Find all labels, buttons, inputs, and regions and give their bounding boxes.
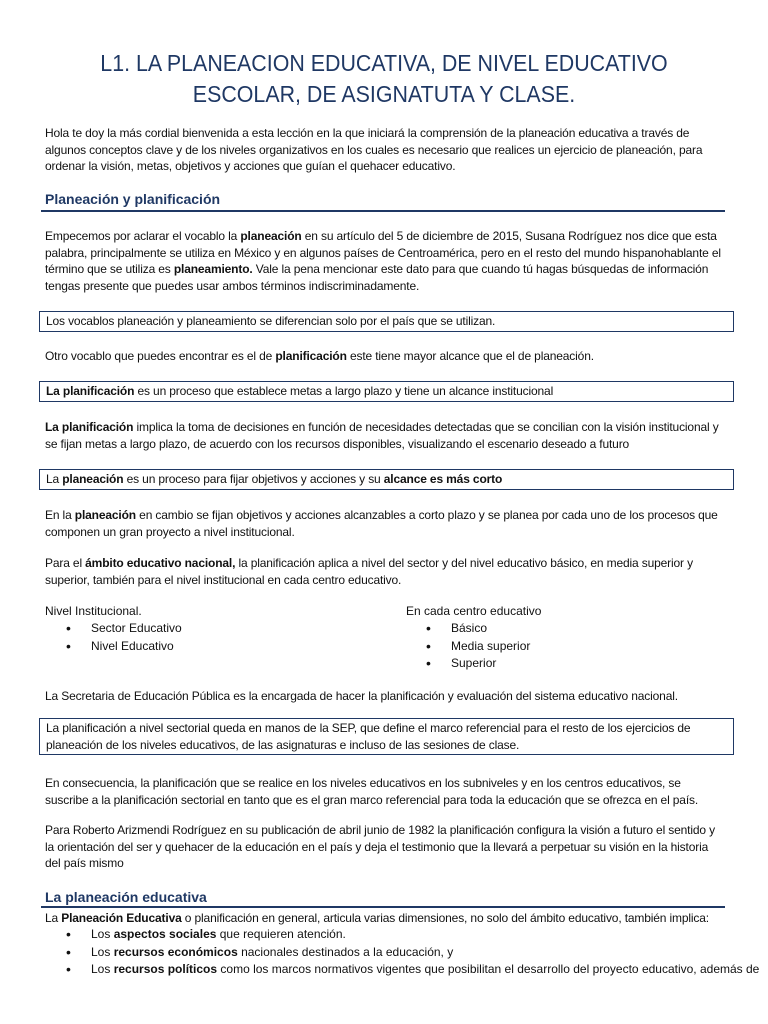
paragraph-planeacion-educativa: La Planeación Educativa o planificación en general, articula varias dimensiones, no solo del ámbito educativo, también implica: [45,911,709,925]
list-dimensiones [66,926,760,979]
list-centro-educativo [426,620,726,673]
paragraph-ambito-nacional: Para el ámbito educativo nacional, la planificación aplica a nivel del sector y del nivel educativo básico, en media superior y superior, también para el nivel institucional en cada centro educativo. [45,556,693,587]
list-item: • Superior [426,655,726,673]
paragraph-sep: La Secretaria de Educación Pública es la encargada de hacer la planificación y evaluación del sistema educativo nacional. [45,689,678,703]
column-title-institucional: Nivel Institucional. [45,604,142,618]
list-item: • Sector Educativo [66,620,366,638]
section-heading-planeacion-educativa: La planeación educativa [45,889,207,905]
title-line-2: ESCOLAR, DE ASIGNATUTA Y CLASE. [192,81,576,107]
column-title-centro-educativo: En cada centro educativo [406,604,542,618]
callout-box-sep: La planificación a nivel sectorial queda en manos de la SEP, que define el marco referencial para el resto de los ejercicios de planeación de los niveles educativos, de las asignaturas e incluso de las sesiones de clase. [39,718,734,755]
title-line-1: L1. LA PLANEACION EDUCATIVA, DE NIVEL EDUCATIVO [100,50,668,76]
paragraph-planificacion: La planificación implica la toma de decisiones en función de necesidades detectadas que se concilian con la visión institucional y se fijan metas a largo plazo, de acuerdo con los recursos disponibles, visualizando el escenario deseado a futuro [45,420,719,451]
list-item: • Los recursos económicos nacionales destinados a la educación, y [66,944,746,962]
paragraph-vocablo: Empecemos por aclarar el vocablo la planeación en su artículo del 5 de diciembre de 2015, Susana Rodríguez nos dice que esta palabra, principalmente se utiliza en México y en algunos países de Centroamérica, pero en el resto del mundo hispanohablante el término que se utiliza es planeamiento. Vale la pena mencionar este dato para que cuando tú hagas búsquedas de información tengas presente que puedes usar ambos términos indiscriminadamente. [45,229,721,293]
document-title [55,48,713,110]
list-institucional [66,620,366,655]
paragraph-arizmendi: Para Roberto Arizmendi Rodríguez en su publicación de abril junio de 1982 la planificación configura la visión a futuro el sentido y la orientación del ser y quehacer de la educación en el país y deja el testimonio que la llevará a perpetuar su visión en la historia del país mismo [45,823,715,870]
callout-box-planificacion: La planificación es un proceso que establece metas a largo plazo y tiene un alcance institucional [39,381,734,402]
callout-box-vocablos: Los vocablos planeación y planeamiento se diferencian solo por el país que se utilizan. [39,311,734,332]
list-item: • Nivel Educativo [66,638,366,656]
heading-rule [41,210,725,212]
section-heading-planeacion: Planeación y planificación [45,191,221,207]
list-item: • Los aspectos sociales que requieren atención. [66,926,746,944]
callout-box-planeacion: La planeación es un proceso para fijar objetivos y acciones y su alcance es más corto [39,469,734,490]
paragraph-otro-vocablo: Otro vocablo que puedes encontrar es el de planificación este tiene mayor alcance que el de planeación. [45,349,594,363]
paragraph-consecuencia: En consecuencia, la planificación que se realice en los niveles educativos en los subniveles y en los centros educativos, se suscribe a la planificación sectorial en tanto que es el gran marco referencial para toda la educación que se ofrezca en el país. [45,776,699,807]
list-item: • Los recursos políticos como los marcos normativos vigentes que posibilitan el desarrollo del proyecto educativo, además de [66,961,746,979]
heading-rule [41,906,725,908]
list-item: • Media superior [426,638,726,656]
intro-paragraph: Hola te doy la más cordial bienvenida a esta lección en la que iniciará la comprensión de la planeación educativa a través de algunos conceptos clave y de los niveles organizativos en los cuales es necesario que realices un ejercicio de planeación, para ordenar la visión, metas, objetivos y acciones que guían el quehacer educativo. [45,126,703,173]
list-item: • Básico [426,620,726,638]
paragraph-planeacion-corto-plazo: En la planeación en cambio se fijan objetivos y acciones alcanzables a corto plazo y se planea por cada uno de los procesos que componen un gran proyecto a nivel institucional. [45,508,718,539]
